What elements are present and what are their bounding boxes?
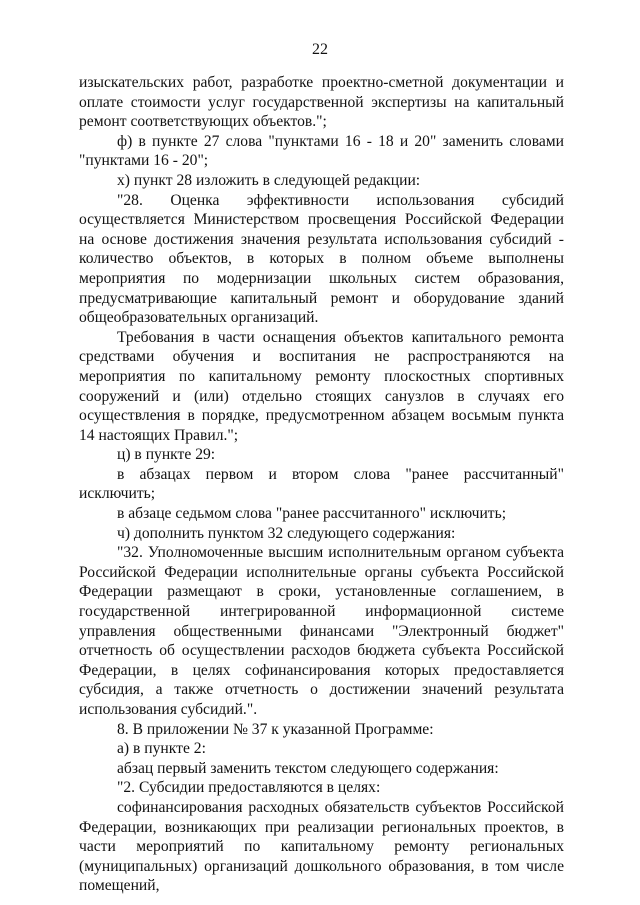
paragraph-p2: ф) в пункте 27 слова "пунктами 16 - 18 и 20" заменить словами "пунктами 16 - 20";	[79, 132, 564, 170]
paragraph-p8: в абзаце седьмом слова "ранее рассчитанного" исключить;	[117, 505, 507, 523]
page-number: 22	[312, 41, 328, 58]
paragraph-p15: софинансирования расходных обязательств субъектов Российской Федерации, возникающих при реализации региональных проектов, в части мероприятий по капитальному ремонту региональных (муниципальных) организаций дошкольного образования, в том числе помещений,	[79, 798, 564, 895]
document-body	[79, 73, 564, 896]
paragraph-p9: ч) дополнить пунктом 32 следующего содержания:	[117, 524, 456, 542]
paragraph-p1: изыскательских работ, разработке проектно-сметной документации и оплате стоимости услуг государственной экспертизы на капитальный ремонт соответствующих объектов.";	[79, 74, 564, 131]
paragraph-p5: Требования в части оснащения объектов капитального ремонта средствами обучения и воспитания не распространяются на мероприятия по капитальному ремонту плоскостных спортивных сооружений и (или) отдельно стоящих санузлов в случаях его осуществления в порядке, предусмотренном абзацем восьмым пункта 14 настоящих Правил.";	[79, 328, 564, 444]
paragraph-p7: в абзацах первом и втором слова "ранее рассчитанный" исключить;	[79, 465, 564, 503]
paragraph-p11: 8. В приложении № 37 к указанной Программе:	[117, 720, 434, 738]
paragraph-p10: "32. Уполномоченные высшим исполнительным органом субъекта Российской Федерации исполнительные органы субъекта Российской Федерации размещают в сроки, установленные соглашением, в государственной интегрированной информационной системе управления общественными финансами "Электронный бюджет" отчетность об осуществлении расходов бюджета субъекта Российской Федерации, в целях софинансирования которых предоставляется субсидия, а также отчетность о достижении значений результата использования субсидий.".	[79, 544, 564, 718]
paragraph-p3: х) пункт 28 изложить в следующей редакции:	[117, 171, 421, 189]
paragraph-p6: ц) в пункте 29:	[117, 446, 216, 464]
paragraph-p14: "2. Субсидии предоставляются в целях:	[117, 779, 381, 797]
paragraph-p13: абзац первый заменить текстом следующего содержания:	[117, 759, 499, 777]
paragraph-p4: "28. Оценка эффективности использования субсидий осуществляется Министерством просвещения Российской Федерации на основе достижения значения результата использования субсидий - количество объектов, в которых в полном объеме выполнены мероприятия по модернизации школьных систем образования, предусматривающие капитальный ремонт и оборудование зданий общеобразовательных организаций.	[79, 191, 564, 327]
paragraph-p12: а) в пункте 2:	[117, 740, 206, 758]
